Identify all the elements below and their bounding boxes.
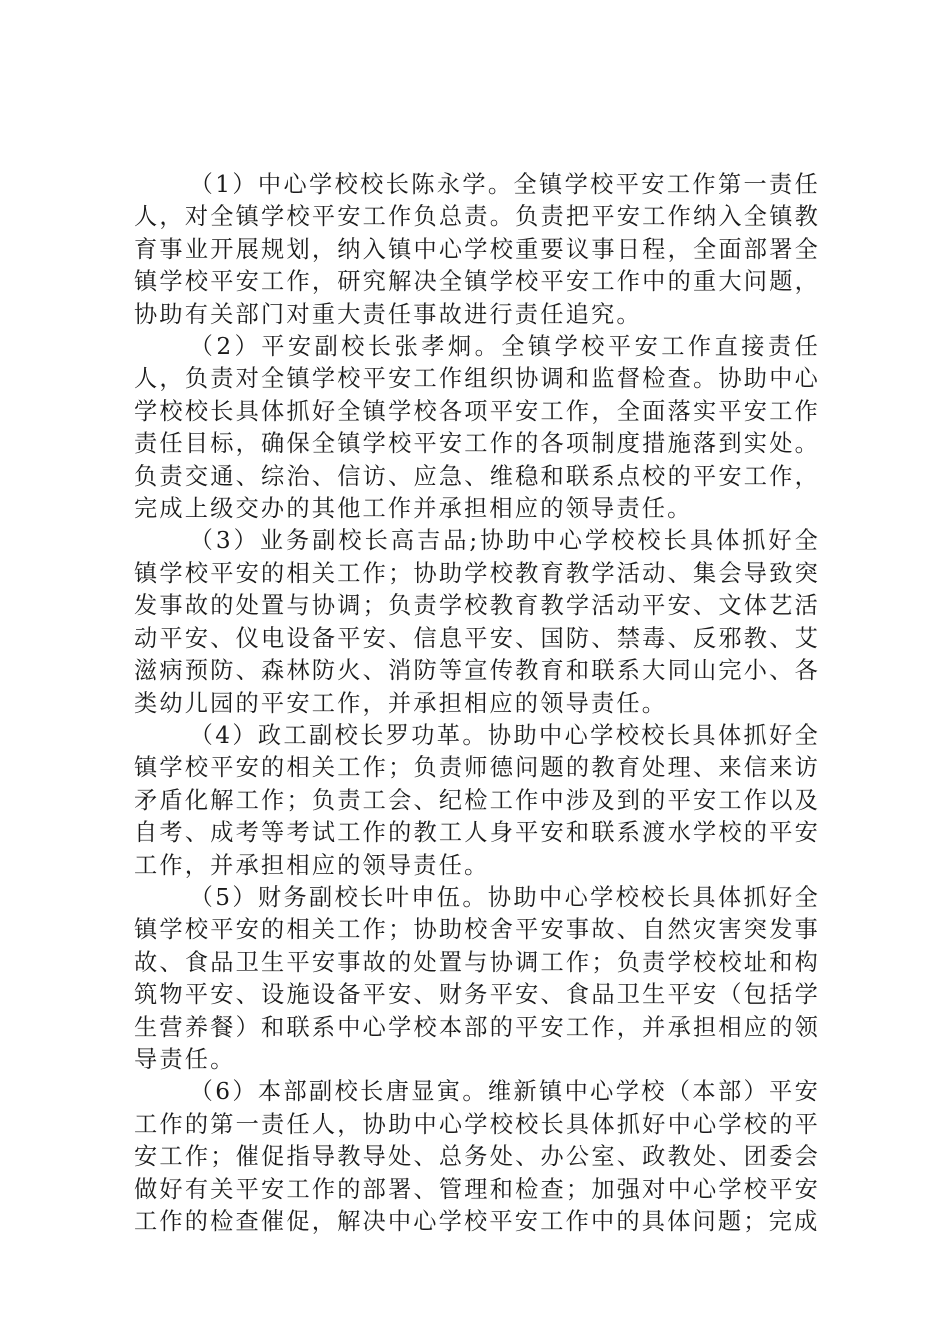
paragraph-business-vice-principal: （3）业务副校长高吉品;协助中心学校校长具体抓好全镇学校平安的相关工作；协助学校教育教学活动、集会导致突发事故的处置与协调；负责学校教育教学活动平安、文体艺活动平安、仪电设备平安、信息平安、国防、禁毒、反邪教、艾滋病预防、森林防火、消防等宣传教育和联系大同山完小、各类幼儿园的平安工作，并承担相应的领导责任。	[134, 527, 820, 717]
paragraph-safety-vice-principal: （2）平安副校长张孝炯。全镇学校平安工作直接责任人，负责对全镇学校平安工作组织协调和监督检查。协助中心学校校长具体抓好全镇学校各项平安工作，全面落实平安工作责任目标，确保全镇学校平安工作的各项制度措施落到实处。负责交通、综治、信访、应急、维稳和联系点校的平安工作，完成上级交办的其他工作并承担相应的领导责任。	[134, 333, 820, 523]
paragraph-political-vice-principal: （4）政工副校长罗功革。协助中心学校校长具体抓好全镇学校平安的相关工作；负责师德问题的教育处理、来信来访矛盾化解工作；负责工会、纪检工作中涉及到的平安工作以及自考、成考等考试工作的教工人身平安和联系渡水学校的平安工作，并承担相应的领导责任。	[134, 721, 820, 879]
document-body	[134, 169, 820, 1238]
paragraph-headquarters-vice-principal: （6）本部副校长唐显寅。维新镇中心学校（本部）平安工作的第一责任人，协助中心学校校长具体抓好中心学校的平安工作；催促指导教导处、总务处、办公室、政教处、团委会做好有关平安工作的部署、管理和检查；加强对中心学校平安工作的检查催促，解决中心学校平安工作中的具体问题；完成	[134, 1078, 820, 1235]
paragraph-principal: （1）中心学校校长陈永学。全镇学校平安工作第一责任人，对全镇学校平安工作负总责。负责把平安工作纳入全镇教育事业开展规划，纳入镇中心学校重要议事日程，全面部署全镇学校平安工作，研究解决全镇学校平安工作中的重大问题，协助有关部门对重大责任事故进行责任追究。	[134, 171, 820, 328]
paragraph-finance-vice-principal: （5）财务副校长叶申伍。协助中心学校校长具体抓好全镇学校平安的相关工作；协助校舍平安事故、自然灾害突发事故、食品卫生平安事故的处置与协调工作；负责学校校址和构筑物平安、设施设备平安、财务平安、食品卫生平安（包括学生营养餐）和联系中心学校本部的平安工作，并承担相应的领导责任。	[134, 883, 820, 1073]
